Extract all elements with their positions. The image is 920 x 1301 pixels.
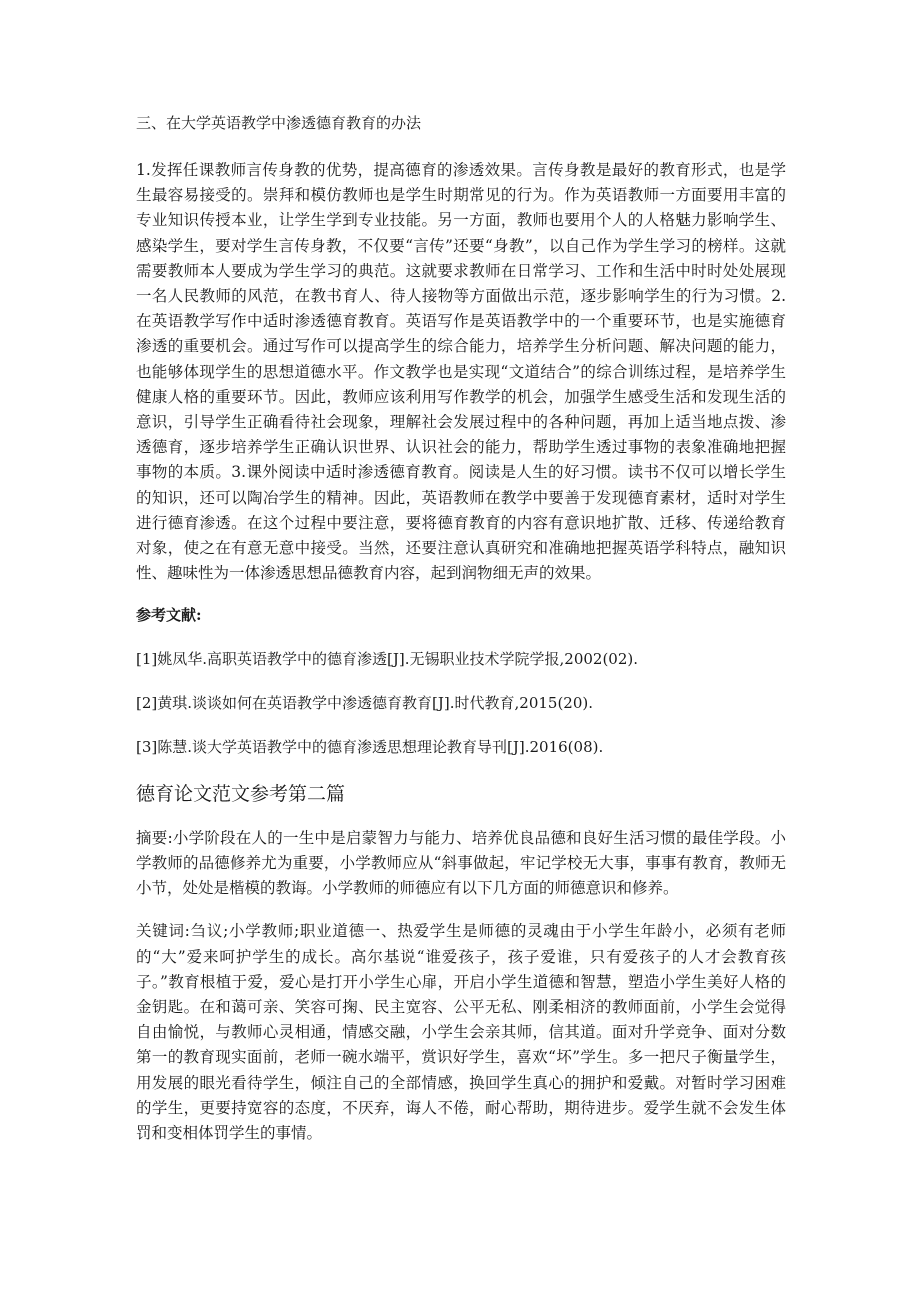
references-heading: 参考文献:: [136, 606, 202, 625]
reference-item-3: [3]陈慧.谈大学英语教学中的德育渗透思想理论教育导刊[J].2016(08).: [136, 738, 604, 757]
reference-item-1: [1]姚凤华.高职英语教学中的德育渗透[J].无锡职业技术学院学报,2002(02).: [136, 650, 639, 669]
body-paragraph: 1.发挥任课教师言传身教的优势，提高德育的渗透效果。言传身教是最好的教育形式，也是学生最容易接受的。崇拜和模仿教师也是学生时期常见的行为。作为英语教师一方面要用丰富的专业知识传授本业，让学生学到专业技能。另一方面，教师也要用个人的人格魅力影响学生、感染学生，要对学生言传身教，不仅要“言传”还要“身教”，以自己作为学生学习的榜样。这就需要教师本人要成为学生学习的典范。这就要求教师在日常学习、工作和生活中时时处处展现一名人民教师的风范，在教书育人、待人接物等方面做出示范，逐步影响学生的行为习惯。2.在英语教学写作中适时渗透德育教育。英语写作是英语教学中的一个重要环节，也是实施德育渗透的重要机会。通过写作可以提高学生的综合能力，培养学生分析问题、解决问题的能力，也能够体现学生的思想道德水平。作文教学也是实现“文道结合”的综合训练过程，是培养学生健康人格的重要环节。因此，教师应该利用写作教学的机会，加强学生感受生活和发现生活的意识，引导学生正确看待社会现象，理解社会发展过程中的各种问题，再加上适当地点拨、渗透德育，逐步培养学生正确认识世界、认识社会的能力，帮助学生透过事物的表象准确地把握事物的本质。3.课外阅读中适时渗透德育教育。阅读是人生的好习惯。读书不仅可以增长学生的知识，还可以陶冶学生的精神。因此，英语教师在教学中要善于发现德育素材，适时对学生进行德育渗透。在这个过程中要注意，要将德育教育的内容有意识地扩散、迁移、传递给教育对象，使之在有意无意中接受。当然，还要注意认真研究和准确地把握英语学科特点，融知识性、趣味性为一体渗透思想品德教育内容，起到润物细无声的效果。: [136, 161, 786, 583]
abstract-paragraph: 摘要:小学阶段在人的一生中是启蒙智力与能力、培养优良品德和良好生活习惯的最佳学段。小学教师的品德修养尤为重要，小学教师应从“斜事做起，牢记学校无大事，事事有教育，教师无小节，处处是楷模的教诲。小学教师的师德应有以下几方面的师德意识和修养。: [136, 829, 786, 898]
section-heading: 三、在大学英语教学中渗透德育教育的办法: [136, 114, 422, 132]
article-title: 德育论文范文参考第二篇: [136, 783, 346, 806]
reference-item-2: [2]黄琪.谈谈如何在英语教学中渗透德育教育[J].时代教育,2015(20).: [136, 694, 594, 713]
keywords-paragraph: 关键词:刍议;小学教师;职业道德一、热爱学生是师德的灵魂由于小学生年龄小，必须有老师的“大”爱来呵护学生的成长。高尔基说“谁爱孩子，孩子爱谁，只有爱孩子的人才会教育孩子。”教育根植于爱，爱心是打开小学生心扉，开启小学生道德和智慧，塑造小学生美好人格的金钥匙。在和蔼可亲、笑容可掬、民主宽容、公平无私、刚柔相济的教师面前，小学生会觉得自由愉悦，与教师心灵相通，情感交融，小学生会亲其师，信其道。面对升学竞争、面对分数第一的教育现实面前，老师一碗水端平，赏识好学生，喜欢“坏”学生。多一把尺子衡量学生，用发展的眼光看待学生，倾注自己的全部情感，换回学生真心的拥护和爱戴。对暂时学习困难的学生，更要持宽容的态度，不厌弃，诲人不倦，耐心帮助，期待进步。爱学生就不会发生体罚和变相体罚学生的事情。: [136, 922, 786, 1143]
document-page: [136, 112, 786, 1146]
